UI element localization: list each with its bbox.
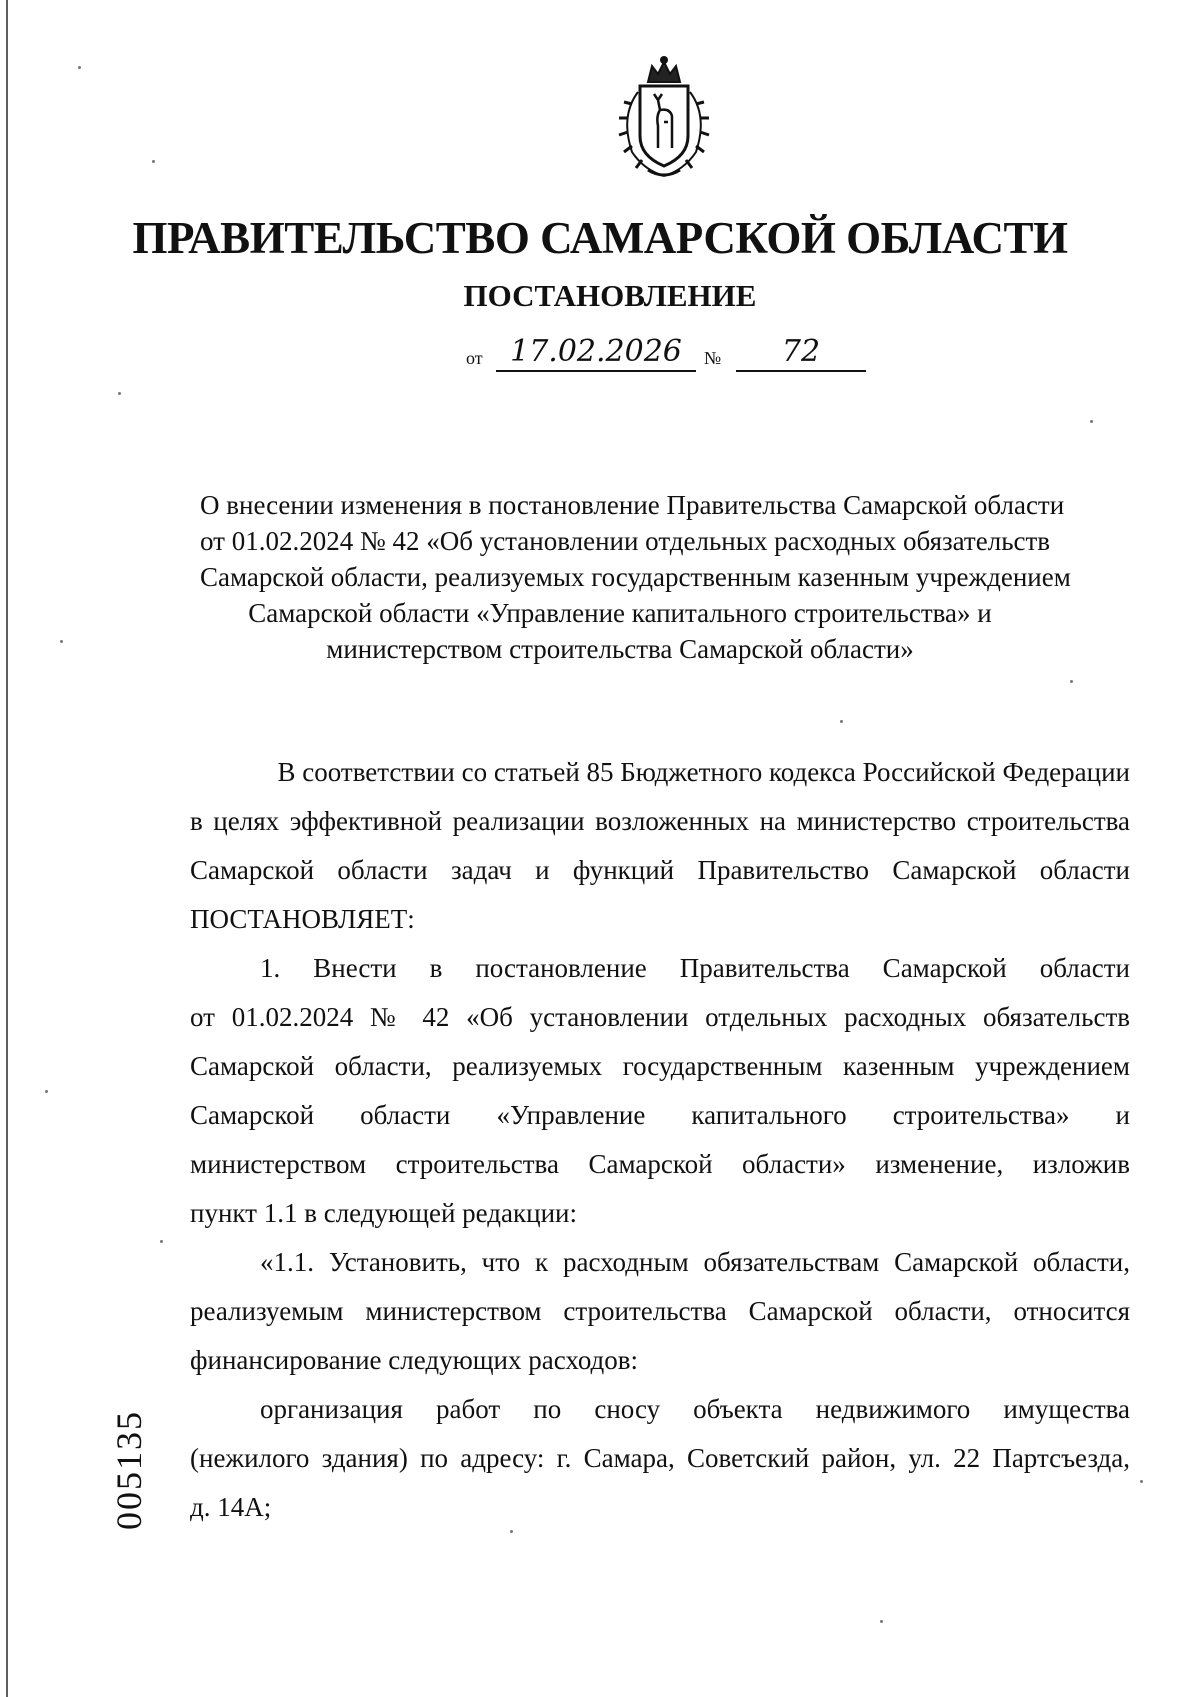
scan-speck [78, 66, 81, 69]
handwritten-number: 72 [736, 334, 866, 372]
preamble-paragraph [190, 748, 1130, 944]
clause-1-paragraph [190, 944, 1130, 1238]
body-line: пункт 1.1 в следующей редакции: [190, 1198, 577, 1228]
body-line: Самарской области задач и функций Правительство Самарской области [190, 855, 1130, 885]
scan-speck [840, 720, 843, 723]
document-subject [200, 487, 1071, 667]
clause-1-1-paragraph [190, 1238, 1130, 1385]
scan-speck [60, 640, 63, 643]
scan-speck [510, 1530, 513, 1533]
subject-line: Самарской области «Управление капитального строительства» и [248, 598, 992, 628]
body-line: В соответствии со статьей 85 Бюджетного кодекса Российской Федерации [277, 757, 1130, 787]
coat-of-arms-icon [598, 52, 730, 184]
scan-speck [1140, 1480, 1143, 1483]
expense-item-paragraph [190, 1385, 1130, 1532]
body-line: реализуемым министерством строительства Самарской области, относится [190, 1296, 1130, 1326]
scan-speck [45, 1090, 48, 1093]
subject-line: от 01.02.2024 № 42 «Об установлении отдельных расходных обязательств [200, 526, 1051, 556]
number-prefix: № [704, 348, 722, 368]
body-line: д. 14А; [190, 1492, 272, 1522]
document-body [190, 748, 1130, 1532]
date-prefix: от [466, 348, 483, 368]
body-line: Самарской области «Управление капитального строительства» и [190, 1100, 1130, 1130]
date-number-line [466, 334, 866, 374]
document-type: ПОСТАНОВЛЕНИЕ [463, 278, 757, 313]
body-line: (нежилого здания) по адресу: г. Самара, Советский район, ул. 22 Партсъезда, [190, 1443, 1130, 1473]
scan-speck [118, 392, 121, 395]
scan-speck [152, 160, 155, 163]
subject-line: Самарской области, реализуемых государственным казенным учреждением [200, 562, 1071, 592]
body-line: от 01.02.2024 № 42 «Об установлении отдельных расходных обязательств [190, 1002, 1130, 1032]
body-line: организация работ по сносу объекта недвижимого имущества [260, 1394, 1130, 1424]
body-line: министерством строительства Самарской области» изменение, изложив [190, 1149, 1130, 1179]
organization-title: ПРАВИТЕЛЬСТВО САМАРСКОЙ ОБЛАСТИ [132, 213, 1068, 263]
subject-line: министерством строительства Самарской области» [326, 634, 914, 664]
scan-speck [1070, 680, 1073, 683]
handwritten-date: 17.02.2026 [496, 334, 696, 372]
side-registration-number: 005135 [109, 1410, 149, 1530]
body-line: Самарской области, реализуемых государственным казенным учреждением [190, 1051, 1130, 1081]
scan-speck [1090, 420, 1093, 423]
body-line: ПОСТАНОВЛЯЕТ: [190, 904, 415, 934]
body-line: финансирование следующих расходов: [190, 1345, 639, 1375]
scan-speck [880, 1620, 883, 1623]
body-line: 1. Внести в постановление Правительства Самарской области [260, 953, 1130, 983]
subject-line: О внесении изменения в постановление Правительства Самарской области [200, 490, 1065, 520]
body-line: в целях эффективной реализации возложенных на министерство строительства [190, 806, 1130, 836]
body-line: «1.1. Установить, что к расходным обязательствам Самарской области, [260, 1247, 1130, 1277]
scan-speck [160, 1240, 163, 1243]
